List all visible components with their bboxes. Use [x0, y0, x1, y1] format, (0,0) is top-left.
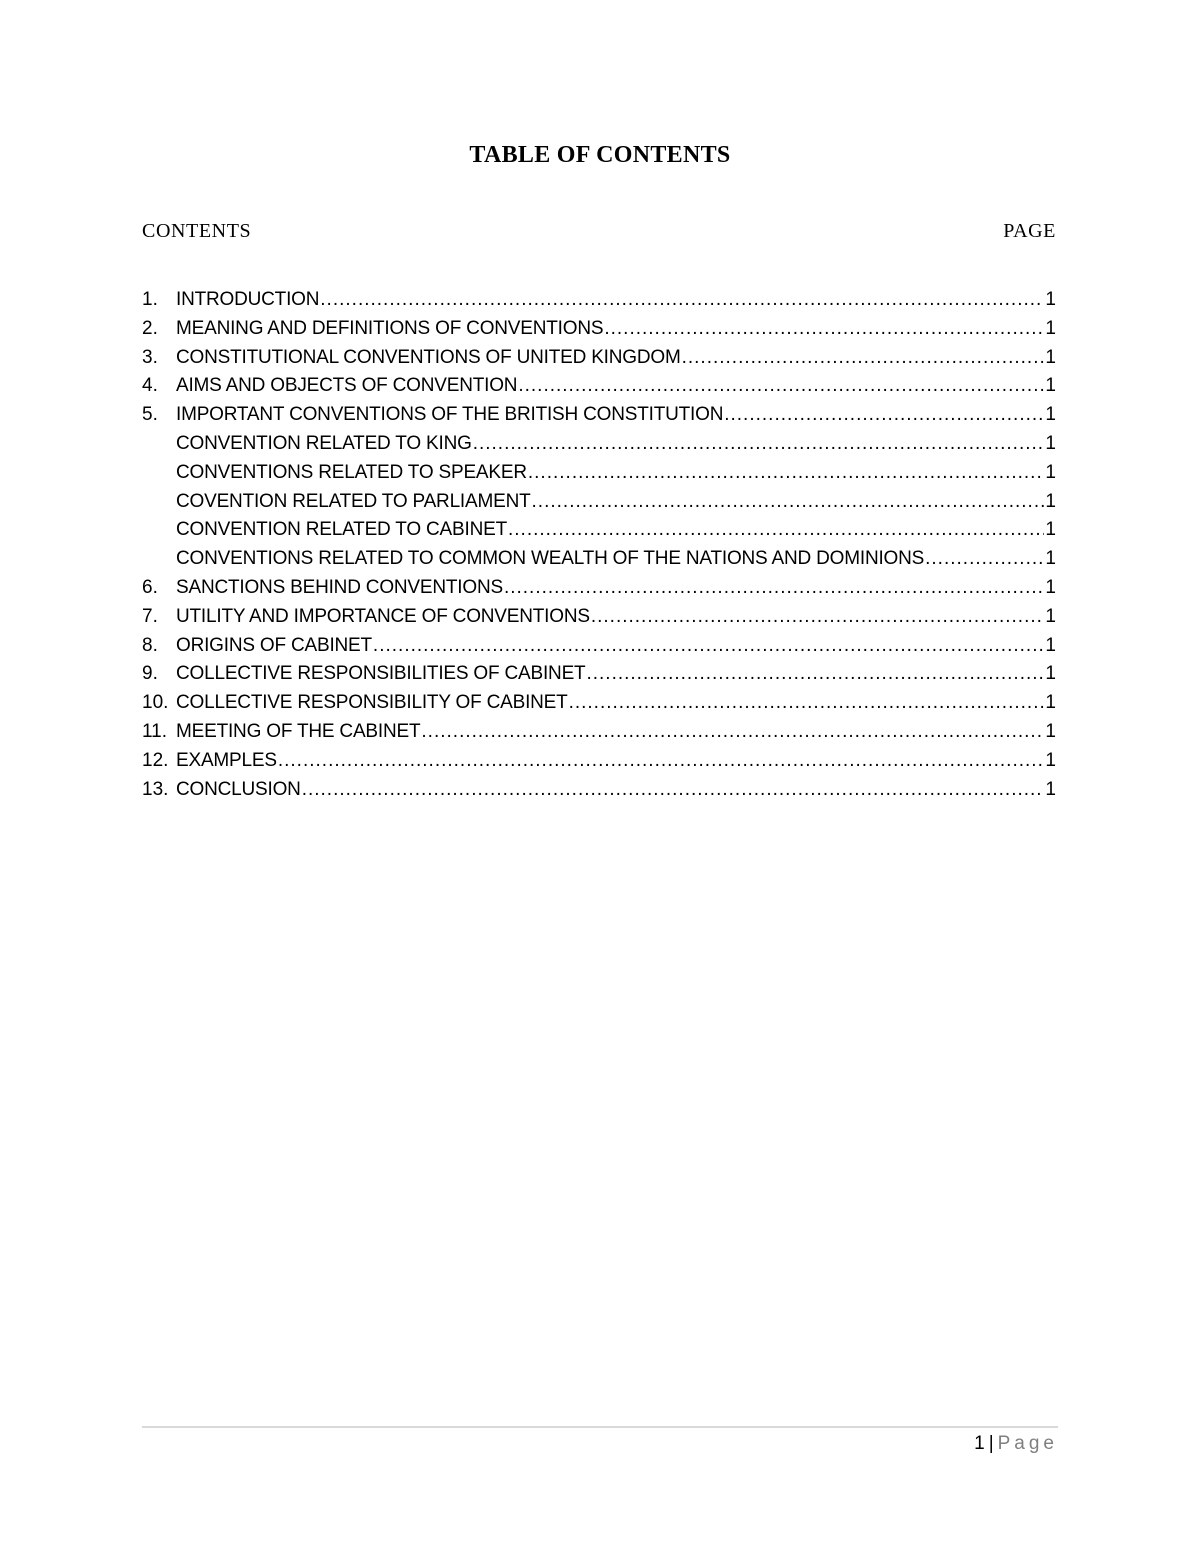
toc-entry-number: 2.	[142, 317, 158, 339]
toc-entry[interactable]	[142, 315, 1056, 344]
toc-dot-leader	[682, 344, 1045, 373]
toc-entry-page: 1	[1045, 375, 1056, 397]
toc-entry-title: IMPORTANT CONVENTIONS OF THE BRITISH CONSTITUTION	[176, 404, 724, 426]
contents-column-header: CONTENTS	[142, 220, 252, 242]
toc-entry-number: 5.	[142, 404, 158, 426]
toc-entry-number: 9.	[142, 663, 158, 685]
footer-separator: |	[988, 1433, 994, 1454]
toc-dot-leader	[586, 660, 1044, 689]
toc-entry-title: AIMS AND OBJECTS OF CONVENTION	[176, 375, 518, 397]
footer-page-label: Page	[997, 1433, 1058, 1454]
toc-dot-leader	[278, 747, 1045, 776]
toc-entry[interactable]	[142, 632, 1056, 661]
toc-dot-leader	[528, 459, 1045, 488]
toc-entry[interactable]	[142, 344, 1056, 373]
footer-page-num: 1	[974, 1433, 985, 1454]
toc-list	[142, 286, 1056, 804]
toc-dot-leader	[604, 315, 1044, 344]
toc-entry-title: UTILITY AND IMPORTANCE OF CONVENTIONS	[176, 605, 590, 627]
toc-entry-page: 1	[1045, 720, 1056, 742]
footer-page-number	[974, 1433, 1058, 1455]
toc-entry-title: INTRODUCTION	[176, 289, 320, 310]
toc-dot-leader	[518, 372, 1044, 401]
toc-entry-title: MEANING AND DEFINITIONS OF CONVENTIONS	[176, 317, 604, 339]
toc-entry-title: CONVENTION RELATED TO CABINET	[176, 519, 507, 541]
toc-dot-leader	[724, 401, 1044, 430]
toc-entry-title: CONCLUSION	[176, 778, 301, 800]
toc-entry-number: 12.	[142, 749, 169, 771]
toc-entry-number: 11.	[142, 720, 168, 742]
toc-entry-title: CONVENTIONS RELATED TO COMMON WEALTH OF THE NATIONS AND DOMINIONS	[176, 548, 925, 570]
toc-entry[interactable]	[142, 776, 1056, 805]
toc-entry[interactable]	[142, 401, 1056, 430]
toc-entry-number: 4.	[142, 375, 158, 397]
toc-subentry[interactable]	[142, 488, 1056, 517]
toc-entry-title: SANCTIONS BEHIND CONVENTIONS	[176, 576, 503, 598]
toc-subentry[interactable]	[142, 516, 1056, 545]
toc-dot-leader	[569, 689, 1045, 718]
toc-entry-title: CONVENTIONS RELATED TO SPEAKER	[176, 461, 527, 483]
toc-entry-page: 1	[1045, 634, 1056, 656]
toc-entry-number: 13.	[142, 778, 169, 800]
toc-dot-leader	[508, 516, 1044, 545]
footer-divider	[142, 1426, 1058, 1428]
toc-entry-page: 1	[1045, 404, 1056, 426]
toc-entry[interactable]	[142, 574, 1056, 603]
toc-entry-page: 1	[1045, 519, 1056, 541]
toc-entry-title: ORIGINS OF CABINET	[176, 634, 372, 656]
toc-dot-leader	[473, 430, 1045, 459]
toc-entry-page: 1	[1045, 778, 1056, 800]
toc-entry-page: 1	[1045, 317, 1056, 339]
page-title: TABLE OF CONTENTS	[469, 142, 731, 168]
toc-entry-page: 1	[1045, 346, 1056, 368]
toc-entry[interactable]	[142, 372, 1056, 401]
toc-entry-page: 1	[1045, 663, 1056, 685]
toc-entry-page: 1	[1045, 432, 1056, 454]
toc-entry-page: 1	[1045, 289, 1056, 310]
page-column-header: PAGE	[1003, 220, 1056, 242]
toc-entry[interactable]	[142, 286, 1056, 315]
toc-entry[interactable]	[142, 718, 1056, 747]
toc-entry-page: 1	[1045, 605, 1056, 627]
toc-entry-title: COVENTION RELATED TO PARLIAMENT	[176, 490, 531, 512]
toc-dot-leader	[421, 718, 1044, 747]
toc-entry-title: CONSTITUTIONAL CONVENTIONS OF UNITED KINGDOM	[176, 346, 681, 368]
toc-entry-number: 8.	[142, 634, 158, 656]
toc-dot-leader	[925, 545, 1044, 574]
toc-entry-number: 3.	[142, 346, 158, 368]
toc-entry-number: 10.	[142, 692, 169, 714]
toc-dot-leader	[373, 632, 1045, 661]
toc-entry-title: COLLECTIVE RESPONSIBILITIES OF CABINET	[176, 663, 586, 685]
toc-entry-page: 1	[1045, 548, 1056, 570]
toc-entry-number: 6.	[142, 576, 158, 598]
toc-entry-page: 1	[1045, 749, 1056, 771]
toc-entry[interactable]	[142, 689, 1056, 718]
toc-entry-title: COLLECTIVE RESPONSIBILITY OF CABINET	[176, 692, 568, 714]
toc-dot-leader	[504, 574, 1044, 603]
toc-entry[interactable]	[142, 660, 1056, 689]
toc-entry-number: 1.	[142, 289, 158, 310]
toc-entry-title: CONVENTION RELATED TO KING	[176, 432, 472, 454]
toc-dot-leader	[532, 488, 1045, 517]
toc-subentry[interactable]	[142, 545, 1056, 574]
toc-entry-title: MEETING OF THE CABINET	[176, 720, 421, 742]
toc-subentry[interactable]	[142, 459, 1056, 488]
toc-entry[interactable]	[142, 603, 1056, 632]
toc-entry-page: 1	[1045, 461, 1056, 483]
toc-dot-leader	[591, 603, 1045, 632]
toc-entry-page: 1	[1045, 692, 1056, 714]
toc-entry[interactable]	[142, 747, 1056, 776]
toc-dot-leader	[320, 286, 1044, 315]
toc-entry-page: 1	[1045, 576, 1056, 598]
toc-dot-leader	[302, 776, 1045, 805]
toc-entry-page: 1	[1045, 490, 1056, 512]
toc-entry-title: EXAMPLES	[176, 749, 277, 771]
toc-subentry[interactable]	[142, 430, 1056, 459]
toc-entry-number: 7.	[142, 605, 158, 627]
